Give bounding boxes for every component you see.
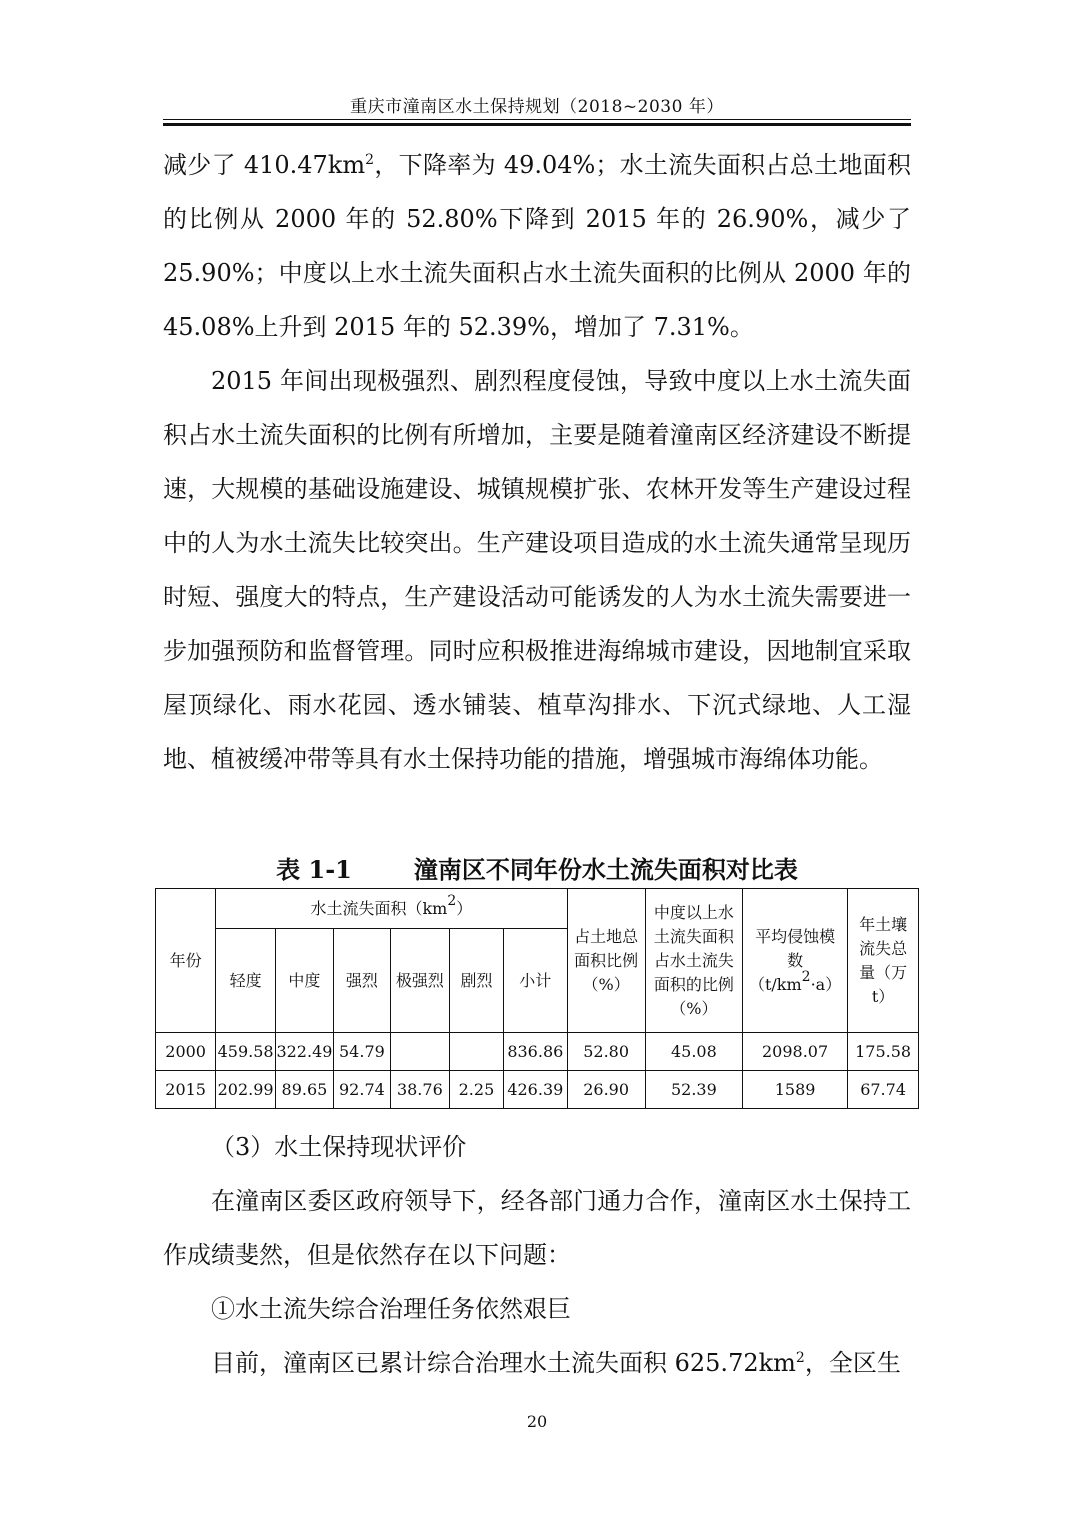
cell-light: 459.58 [216, 1033, 276, 1071]
section-paragraph-1: 在潼南区委区政府领导下，经各部门通力合作，潼南区水土保持工作成绩斐然，但是依然存在以下问题： [163, 1187, 911, 1269]
cell-light: 202.99 [216, 1071, 276, 1109]
cell-moderate: 322.49 [275, 1033, 333, 1071]
cell-strong: 92.74 [333, 1071, 390, 1109]
header-erosion-area-b: ） [456, 898, 473, 918]
header-strong: 强烈 [333, 929, 390, 1033]
superscript-2: 2 [365, 152, 375, 168]
paragraph-1 [163, 138, 911, 354]
cell-subtotal: 426.39 [504, 1071, 567, 1109]
cell-land-ratio: 26.90 [567, 1071, 645, 1109]
section-paragraph-2-b: ，全区生 [804, 1349, 901, 1377]
cell-strong: 54.79 [333, 1033, 390, 1071]
header-moderate-ratio: 中度以上水土流失面积占水土流失面积的比例（%） [645, 889, 742, 1033]
page-number: 20 [526, 1412, 548, 1431]
cell-moderate: 89.65 [275, 1071, 333, 1109]
section-text [163, 1120, 911, 1390]
table-row [156, 1071, 919, 1109]
section-paragraph-2 [163, 1336, 911, 1390]
header-very-strong: 极强烈 [390, 929, 449, 1033]
header-severe: 剧烈 [449, 929, 503, 1033]
cell-very-strong: 38.76 [390, 1071, 449, 1109]
cell-modulus: 1589 [742, 1071, 847, 1109]
header-erosion-modulus-b: ·a） [810, 974, 842, 994]
header-erosion-modulus [742, 889, 847, 1033]
cell-moderate-ratio: 52.39 [645, 1071, 742, 1109]
section-heading: （3）水土保持现状评价 [211, 1133, 467, 1161]
cell-very-strong [390, 1033, 449, 1071]
cell-severe: 2.25 [449, 1071, 503, 1109]
cell-modulus: 2098.07 [742, 1033, 847, 1071]
header-rule-thin [163, 119, 911, 120]
table-number: 表 1-1 [276, 855, 352, 884]
header-moderate: 中度 [275, 929, 333, 1033]
header-erosion-modulus-sup: 2 [801, 968, 811, 985]
table-row [156, 1033, 919, 1071]
paragraph-1-part-a: 减少了 410.47km [163, 151, 366, 179]
header-subtotal: 小计 [504, 929, 567, 1033]
paragraph-2: 2015 年间出现极强烈、剧烈程度侵蚀，导致中度以上水土流失面积占水土流失面积的比例有所增加，主要是随着潼南区经济建设不断提速，大规模的基础设施建设、城镇规模扩张、农林开发等生产建设过程中的人为水土流失比较突出。生产建设项目造成的水土流失通常呈现历时短、强度大的特点，生产建设活动可能诱发的人为水土流失需要进一步加强预防和监督管理。同时应积极推进海绵城市建设，因地制宜采取屋顶绿化、雨水花园、透水铺装、植草沟排水、下沉式绿地、人工湿地、植被缓冲带等具有水土保持功能的措施，增强城市海绵体功能。 [163, 367, 911, 773]
running-header: 重庆市潼南区水土保持规划（2018~2030 年） [350, 97, 724, 117]
header-erosion-area-a: 水土流失面积（km [310, 898, 448, 918]
header-erosion-modulus-a: 平均侵蚀模数（t/km [748, 926, 836, 994]
cell-severe [449, 1033, 503, 1071]
paragraph-1-part-b: ，下降率为 49.04%；水土流失面积占总土地面积的比例从 2000 年的 52.80%下降到 2015 年的 26.90%，减少了 25.90%；中度以上水土流失面积占水土流失面积的比例从 2000 年的 45.08%上升到 2015 年的 52.39%，增加了 7.31%。 [163, 151, 912, 341]
cell-year: 2015 [156, 1071, 216, 1109]
header-year: 年份 [156, 889, 216, 1033]
cell-subtotal: 836.86 [504, 1033, 567, 1071]
cell-soil-loss: 175.58 [848, 1033, 919, 1071]
table-title: 潼南区不同年份水土流失面积对比表 [413, 855, 798, 884]
header-land-ratio: 占土地总面积比例（%） [567, 889, 645, 1033]
intro-text [163, 138, 911, 786]
erosion-comparison-table [155, 888, 919, 1109]
cell-moderate-ratio: 45.08 [645, 1033, 742, 1071]
header-soil-loss: 年土壤流失总量（万 t） [848, 889, 919, 1033]
cell-land-ratio: 52.80 [567, 1033, 645, 1071]
header-erosion-area [216, 889, 567, 929]
cell-soil-loss: 67.74 [848, 1071, 919, 1109]
table-caption [0, 850, 1074, 885]
problem-item-1: ①水土流失综合治理任务依然艰巨 [211, 1295, 571, 1323]
header-erosion-area-sup: 2 [447, 892, 457, 909]
superscript-2: 2 [795, 1350, 805, 1366]
header-light: 轻度 [216, 929, 276, 1033]
cell-year: 2000 [156, 1033, 216, 1071]
section-paragraph-2-a: 目前，潼南区已累计综合治理水土流失面积 625.72km [211, 1349, 796, 1377]
header-rule-thick [163, 123, 911, 126]
